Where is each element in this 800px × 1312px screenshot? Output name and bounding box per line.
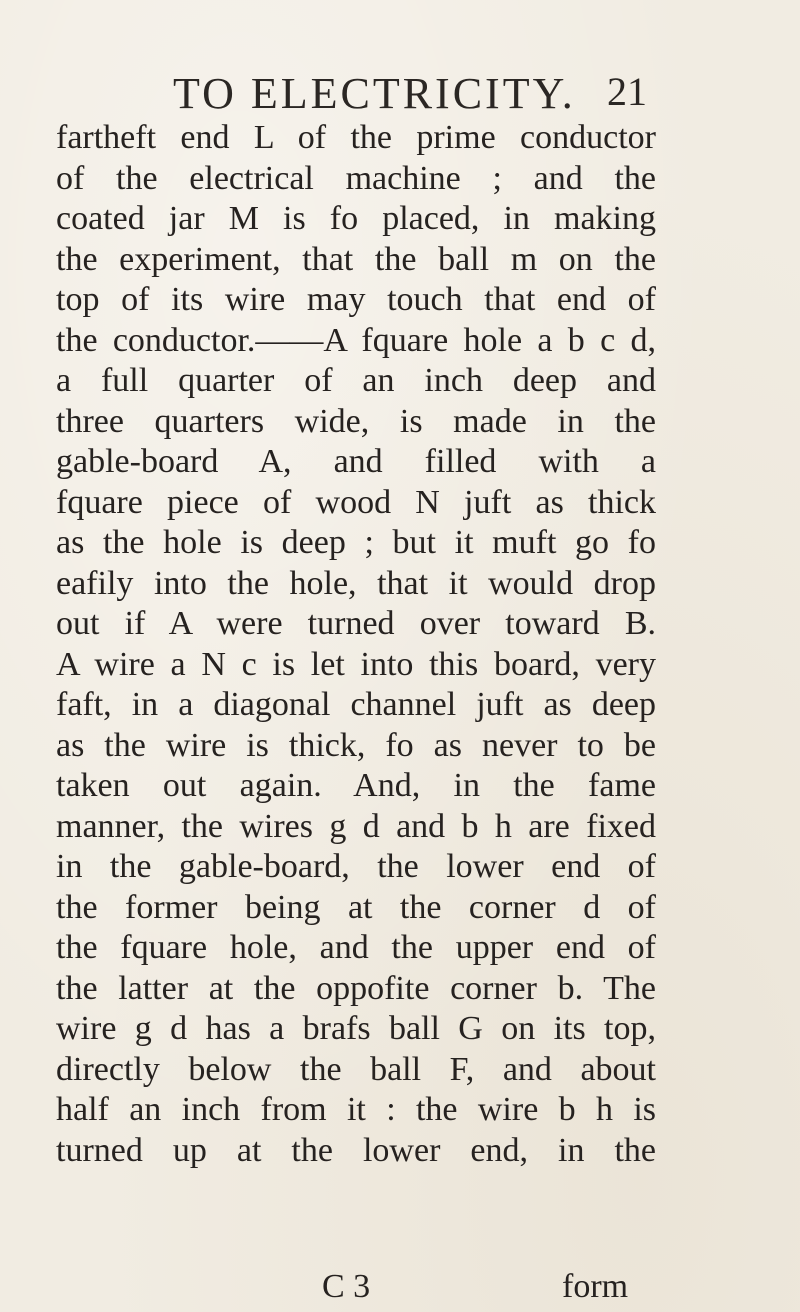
text-line: A wire a N c is let into this board, very	[56, 645, 656, 683]
text-line: the experiment, that the ball m on the	[56, 240, 656, 278]
text-line: turned up at the lower end, in the	[56, 1131, 656, 1169]
text-line: fquare piece of wood N juft as thick	[56, 483, 656, 521]
text-line: coated jar M is fo placed, in making	[56, 200, 656, 237]
text-line: of the electrical machine ; and the	[56, 159, 656, 197]
text-line: manner, the wires g d and b h are fixed	[56, 807, 656, 845]
text-line: directly below the ball F, and about	[56, 1050, 656, 1088]
text-line: in the gable-board, the lower end of	[56, 848, 656, 885]
text-line: taken out again. And, in the fame	[56, 767, 656, 804]
text-line: the fquare hole, and the upper end of	[56, 929, 656, 966]
text-line: as the wire is thick, fo as never to be	[56, 726, 656, 764]
text-line: half an inch from it : the wire b h is	[56, 1091, 656, 1128]
text-line: out if A were turned over toward B.	[56, 605, 656, 642]
body-text	[56, 118, 656, 1171]
text-line: faft, in a diagonal channel juft as deep	[56, 686, 656, 723]
page-number: 21	[607, 69, 647, 114]
text-line: gable-board A, and filled with a	[56, 443, 656, 480]
text-line: three quarters wide, is made in the	[56, 402, 656, 440]
text-line: the former being at the corner d of	[56, 888, 656, 926]
text-line: fartheft end L of the prime conductor	[56, 119, 656, 156]
text-line: the conductor.——A fquare hole a b c d,	[56, 321, 656, 359]
text-line: top of its wire may touch that end of	[56, 281, 656, 318]
text-line: the latter at the oppofite corner b. The	[56, 969, 656, 1007]
signature-mark: C 3	[322, 1268, 371, 1305]
text-line: as the hole is deep ; but it muft go fo	[56, 524, 656, 561]
text-line: eafily into the hole, that it would drop	[56, 564, 656, 602]
text-line: wire g d has a brafs ball G on its top,	[56, 1010, 656, 1047]
catchword: form	[562, 1268, 629, 1305]
running-title: TO ELECTRICITY.	[173, 69, 576, 118]
text-line: a full quarter of an inch deep and	[56, 362, 656, 399]
